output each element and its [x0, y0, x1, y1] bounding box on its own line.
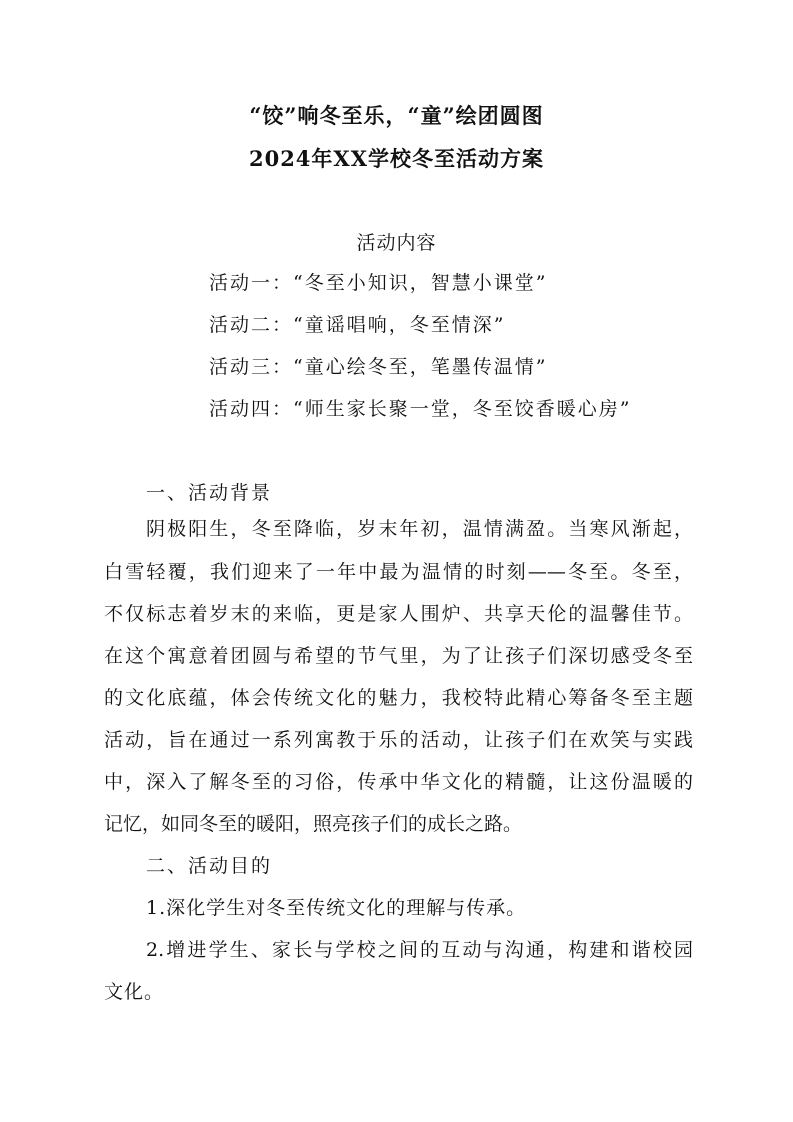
activity-item: 活动一：“冬至小知识，智慧小课堂” — [209, 272, 548, 294]
activity-item: 活动三：“童心绘冬至，笔墨传温情” — [209, 356, 548, 378]
paragraph-line: 阴极阳生，冬至降临，岁末年初，温情满盈。当寒风渐起， — [146, 518, 693, 540]
activity-item: 活动二：“童谣唱响，冬至情深” — [209, 314, 506, 336]
activity-item: 活动四：“师生家长聚一堂，冬至饺香暖心房” — [209, 398, 632, 420]
paragraph-line: 白雪轻覆，我们迎来了一年中最为温情的时刻——冬至。冬至， — [104, 561, 693, 583]
document-subtitle: 2024年XX学校冬至活动方案 — [248, 146, 545, 171]
paragraph-line: 记忆，如同冬至的暖阳，照亮孩子们的成长之路。 — [104, 813, 523, 835]
contents-heading: 活动内容 — [356, 232, 437, 254]
paragraph-line: 活动，旨在通过一系列寓教于乐的活动，让孩子们在欢笑与实践 — [104, 729, 693, 751]
purpose-item-continuation: 文化。 — [104, 981, 165, 1003]
paragraph-line: 中，深入了解冬至的习俗，传承中华文化的精髓，让这份温暖的 — [104, 771, 693, 793]
purpose-item: 2.增进学生、家长与学校之间的互动与沟通，构建和谐校园 — [146, 939, 693, 961]
section-heading-purpose: 二、活动目的 — [146, 855, 273, 877]
section-heading-background: 一、活动背景 — [146, 482, 273, 504]
paragraph-line: 在这个寓意着团圆与希望的节气里，为了让孩子们深切感受冬至 — [104, 645, 693, 667]
paragraph-line: 不仅标志着岁末的来临，更是家人围炉、共享天伦的温馨佳节。 — [104, 603, 693, 625]
document-title: “饺”响冬至乐，“童”绘团圆图 — [249, 103, 544, 128]
purpose-item: 1.深化学生对冬至传统文化的理解与传承。 — [146, 897, 527, 919]
paragraph-line: 的文化底蕴，体会传统文化的魅力，我校特此精心筹备冬至主题 — [104, 687, 693, 709]
